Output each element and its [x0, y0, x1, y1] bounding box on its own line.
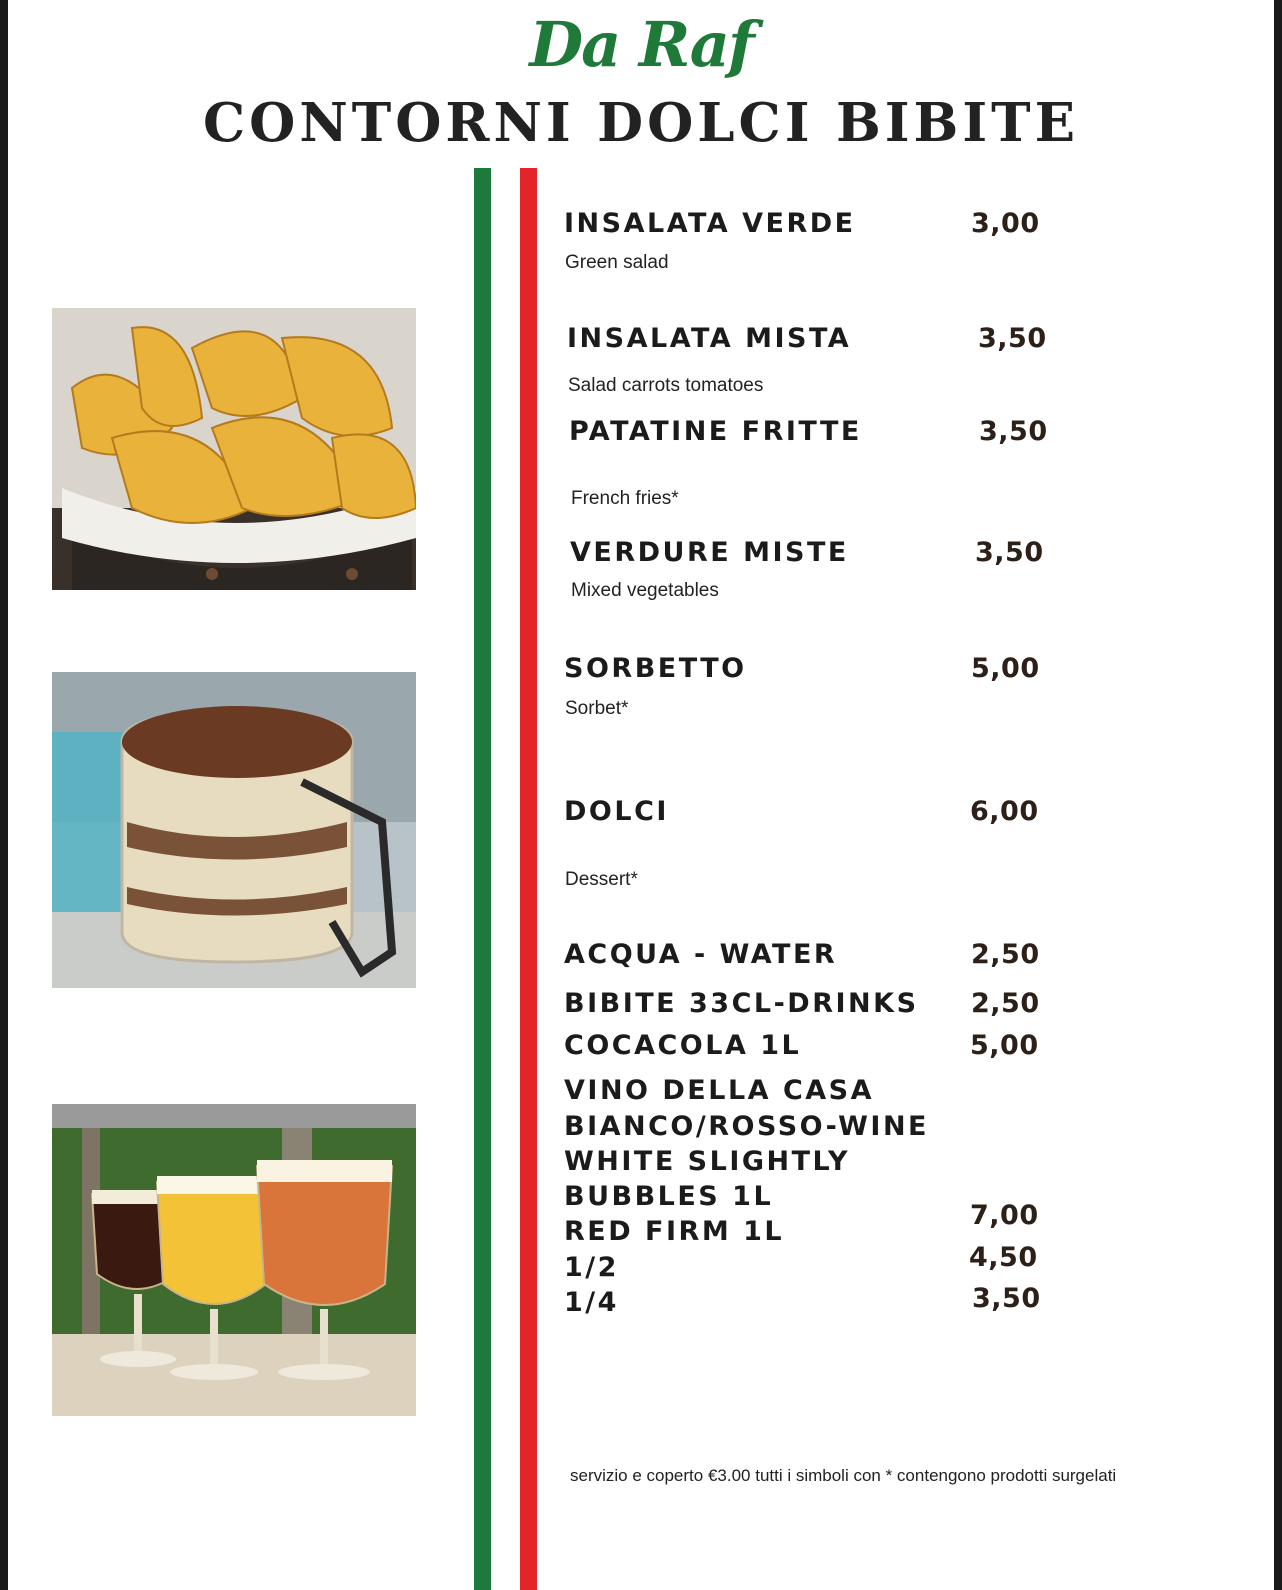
- item-desc-insalata-verde: Green salad: [565, 252, 669, 273]
- item-price-verdure-miste: 3,50: [975, 537, 1044, 568]
- wine-line: BUBBLES 1L: [564, 1181, 774, 1212]
- item-desc-patatine-fritte: French fries*: [571, 488, 679, 509]
- page-title: CONTORNI DOLCI BIBITE: [203, 92, 1079, 154]
- wine-price-quarter: 3,50: [972, 1283, 1041, 1314]
- menu-page: [8, 0, 1274, 1590]
- item-price-bibite: 2,50: [971, 988, 1040, 1019]
- wine-line: RED FIRM 1L: [564, 1216, 785, 1247]
- item-desc-dolci: Dessert*: [565, 869, 638, 890]
- beer-photo: [52, 1104, 416, 1416]
- wine-line: BIANCO/ROSSO-WINE: [564, 1111, 929, 1142]
- tiramisu-photo: [52, 672, 416, 988]
- item-name-bibite: BIBITE 33CL-DRINKS: [564, 988, 919, 1019]
- item-desc-sorbetto: Sorbet*: [565, 698, 629, 719]
- wine-line: WHITE SLIGHTLY: [564, 1146, 851, 1177]
- item-name-sorbetto: SORBETTO: [564, 653, 747, 684]
- wine-line: 1/2: [564, 1252, 619, 1283]
- item-price-insalata-verde: 3,00: [971, 208, 1040, 239]
- wine-price-half: 4,50: [969, 1242, 1038, 1273]
- item-name-insalata-mista: INSALATA MISTA: [567, 323, 852, 354]
- footer-note: servizio e coperto €3.00 tutti i simboli con * contengono prodotti surgelati: [570, 1466, 1117, 1485]
- item-name-cocacola: COCACOLA 1L: [564, 1030, 802, 1061]
- brand-logo: Da Raf: [529, 8, 753, 81]
- item-name-dolci: DOLCI: [564, 796, 669, 827]
- wine-line: 1/4: [564, 1287, 619, 1318]
- item-name-verdure-miste: VERDURE MISTE: [570, 537, 849, 568]
- item-name-patatine-fritte: PATATINE FRITTE: [569, 416, 862, 447]
- item-price-sorbetto: 5,00: [971, 653, 1040, 684]
- item-desc-insalata-mista: Salad carrots tomatoes: [568, 375, 764, 396]
- item-price-dolci: 6,00: [970, 796, 1039, 827]
- item-price-acqua: 2,50: [971, 939, 1040, 970]
- fries-photo: [52, 308, 416, 590]
- item-price-cocacola: 5,00: [970, 1030, 1039, 1061]
- item-name-insalata-verde: INSALATA VERDE: [564, 208, 856, 239]
- wine-line: VINO DELLA CASA: [564, 1075, 875, 1106]
- flag-stripe-red: [520, 168, 537, 1590]
- item-price-patatine-fritte: 3,50: [979, 416, 1048, 447]
- item-price-insalata-mista: 3,50: [978, 323, 1047, 354]
- wine-price-1l: 7,00: [970, 1200, 1039, 1231]
- flag-stripe-green: [474, 168, 491, 1590]
- item-name-acqua: ACQUA - WATER: [564, 939, 838, 970]
- item-desc-verdure-miste: Mixed vegetables: [571, 580, 719, 601]
